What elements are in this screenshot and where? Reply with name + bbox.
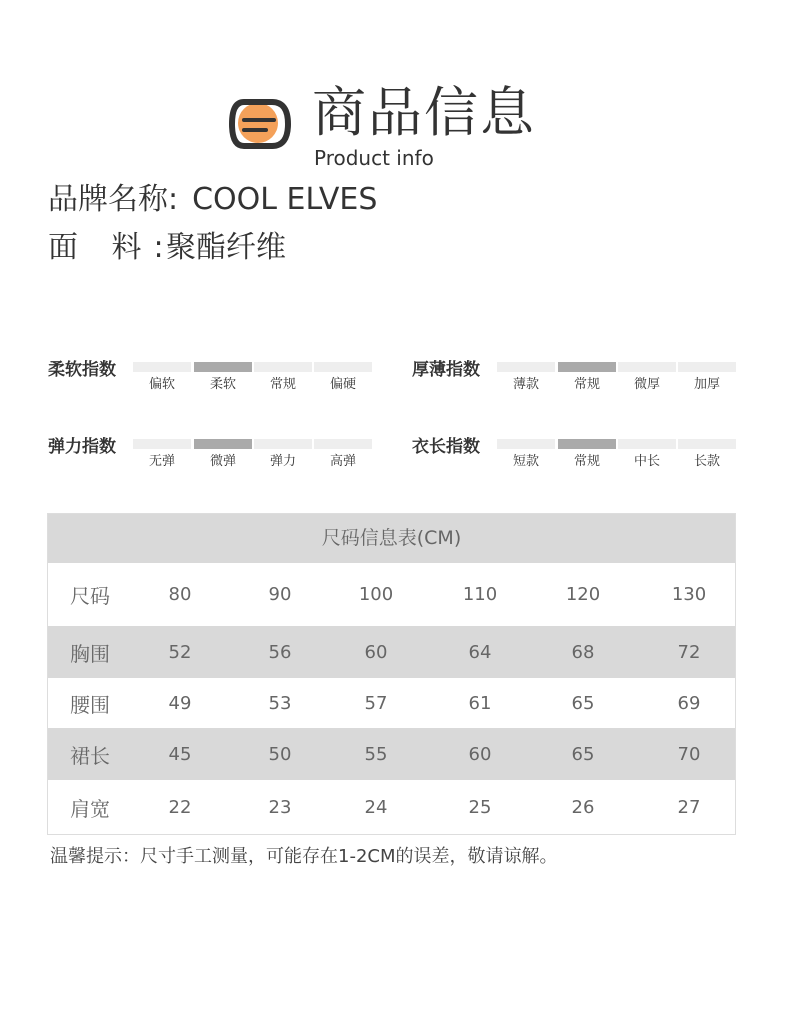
table-cell: 64 (468, 641, 492, 663)
page-subtitle: Product info (314, 146, 434, 170)
index-option-label: 高弹 (329, 454, 356, 469)
index-scale-segment (194, 439, 252, 449)
table-cell: 49 (168, 692, 192, 714)
table-cell: 61 (468, 692, 492, 714)
index-scale-segment (314, 439, 372, 449)
table-cell: 50 (268, 743, 292, 765)
index-scale-segment (618, 439, 676, 449)
index-option-label: 加厚 (693, 377, 720, 392)
table-row (48, 678, 735, 728)
index-option-label: 偏硬 (329, 377, 356, 392)
index-option-label: 弹力 (269, 454, 296, 469)
index-scale-segment (678, 439, 736, 449)
index-option-label: 常规 (573, 454, 600, 469)
table-cell: 80 (168, 584, 192, 605)
table-cell: 130 (671, 584, 707, 605)
index-elasticity (48, 437, 393, 477)
brand-value: COOL ELVES (192, 182, 378, 217)
table-row (48, 728, 735, 780)
index-title: 柔软指数 (48, 360, 116, 380)
index-title: 衣长指数 (412, 437, 480, 457)
material-label: 面 料: (48, 230, 176, 265)
page-title: 商品信息 (312, 81, 536, 144)
index-option-label: 短款 (512, 454, 539, 469)
index-option-label: 薄款 (512, 377, 539, 392)
table-cell: 24 (364, 796, 388, 818)
index-scale-segment (678, 362, 736, 372)
table-row (48, 563, 735, 626)
index-option-label: 中长 (633, 454, 660, 469)
index-option-label: 常规 (269, 377, 296, 392)
table-cell: 56 (268, 641, 292, 663)
index-scale-segment (618, 362, 676, 372)
table-cell: 100 (358, 584, 394, 605)
brand-label: 品牌名称: (48, 182, 179, 217)
index-length (412, 437, 757, 477)
index-scale-segment (314, 362, 372, 372)
table-cell: 52 (168, 641, 192, 663)
table-cell: 53 (268, 692, 292, 714)
table-cell: 68 (571, 641, 595, 663)
table-row (48, 626, 735, 678)
index-scale-segment (133, 439, 191, 449)
table-cell: 45 (168, 743, 192, 765)
size-table (47, 513, 736, 835)
index-option-label: 柔软 (209, 377, 236, 392)
table-cell: 23 (268, 796, 292, 818)
index-title: 厚薄指数 (412, 360, 480, 380)
index-softness (48, 360, 393, 400)
row-label: 肩宽 (70, 796, 110, 821)
table-cell: 60 (364, 641, 388, 663)
index-title: 弹力指数 (48, 437, 116, 457)
table-cell: 69 (677, 692, 701, 714)
table-cell: 65 (571, 692, 595, 714)
table-cell: 70 (677, 743, 701, 765)
product-info-logo-icon (222, 90, 298, 160)
index-option-label: 常规 (573, 377, 600, 392)
index-option-label: 微厚 (633, 377, 660, 392)
index-option-label: 微弹 (209, 454, 236, 469)
index-scale-segment (497, 439, 555, 449)
measurement-note: 温馨提示：尺寸手工测量，可能存在1-2CM的误差，敬请谅解。 (50, 846, 558, 867)
index-thickness (412, 360, 757, 400)
table-cell: 55 (364, 743, 388, 765)
table-cell: 60 (468, 743, 492, 765)
material-value: 聚酯纤维 (166, 230, 286, 265)
table-cell: 27 (677, 796, 701, 818)
index-scale-segment (558, 362, 616, 372)
index-scale-segment (133, 362, 191, 372)
index-option-label: 长款 (693, 454, 720, 469)
material-row (48, 228, 286, 268)
row-label: 胸围 (70, 641, 110, 666)
table-row (48, 780, 735, 834)
index-scale-segment (254, 362, 312, 372)
index-option-label: 偏软 (148, 377, 175, 392)
table-cell: 25 (468, 796, 492, 818)
table-cell: 110 (462, 584, 498, 605)
table-cell: 65 (571, 743, 595, 765)
table-cell: 90 (268, 584, 292, 605)
brand-row (48, 180, 377, 220)
index-scale-segment (558, 439, 616, 449)
row-label: 腰围 (70, 692, 110, 717)
table-cell: 26 (571, 796, 595, 818)
row-label: 尺码 (70, 584, 110, 608)
table-cell: 22 (168, 796, 192, 818)
index-option-label: 无弹 (148, 454, 175, 469)
table-cell: 57 (364, 692, 388, 714)
index-scale-segment (194, 362, 252, 372)
table-cell: 120 (565, 584, 601, 605)
index-scale-segment (497, 362, 555, 372)
row-label: 裙长 (70, 743, 110, 768)
table-cell: 72 (677, 641, 701, 663)
size-table-title: 尺码信息表(CM) (48, 514, 735, 563)
index-scale-segment (254, 439, 312, 449)
